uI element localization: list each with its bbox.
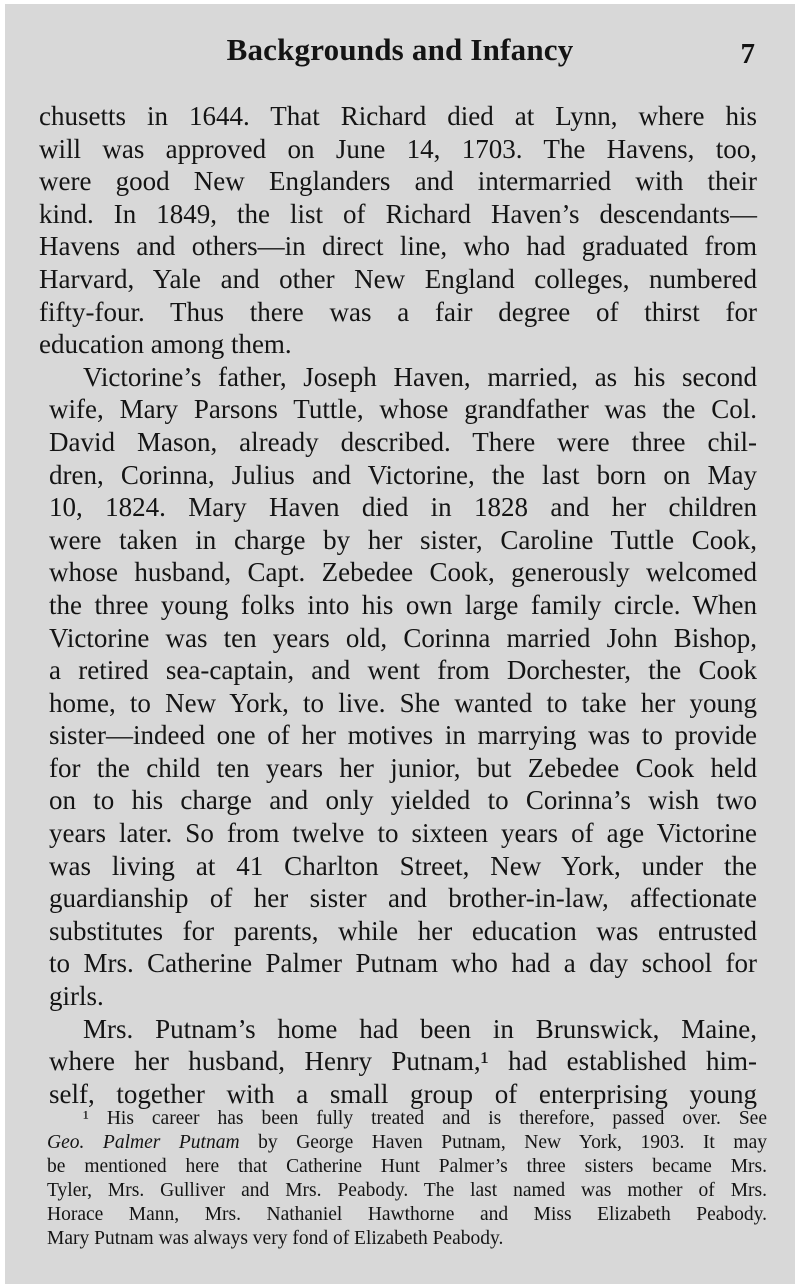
text-line: Victorine’s father, Joseph Haven, married, as his second <box>83 361 757 392</box>
text-line: was living at 41 Charlton Street, New York, under the <box>49 850 757 881</box>
text-line: David Mason, already described. There were three chil- <box>49 426 757 457</box>
footnote-line-text: by George Haven Putnam, New York, 1903. It may <box>239 1132 767 1153</box>
text-line: Harvard, Yale and other New England colleges, numbered <box>39 263 757 294</box>
footnote-line: ¹ His career has been fully treated and is therefore, passed over. See <box>83 1108 767 1129</box>
text-line: kind. In 1849, the list of Richard Haven’s descendants— <box>39 198 757 229</box>
text-line: where her husband, Henry Putnam,¹ had established him- <box>49 1046 757 1077</box>
text-line: girls. <box>49 981 104 1012</box>
footnote-line: Horace Mann, Mrs. Nathaniel Hawthorne and Miss Elizabeth Peabody. <box>47 1204 767 1225</box>
text-line: wife, Mary Parsons Tuttle, whose grandfather was the Col. <box>49 394 757 425</box>
body-text <box>39 100 757 1110</box>
text-line: to Mrs. Catherine Palmer Putnam who had a day school for <box>49 948 757 979</box>
book-page <box>5 4 795 1284</box>
text-line: were taken in charge by her sister, Caroline Tuttle Cook, <box>49 524 757 555</box>
text-line: 10, 1824. Mary Haven died in 1828 and her children <box>49 492 757 523</box>
footnote-book-title: Geo. Palmer Putnam <box>47 1132 240 1153</box>
text-line: a retired sea-captain, and went from Dorchester, the Cook <box>49 655 757 686</box>
text-line: dren, Corinna, Julius and Victorine, the last born on May <box>49 459 757 490</box>
page-number: 7 <box>740 38 755 70</box>
text-line: Havens and others—in direct line, who had graduated from <box>39 231 757 262</box>
footnote-line: Mary Putnam was always very fond of Elizabeth Peabody. <box>47 1228 504 1249</box>
text-line: home, to New York, to live. She wanted to take her young <box>49 687 757 718</box>
text-line: self, together with a small group of enterprising young <box>49 1078 757 1109</box>
footnote-line <box>47 1131 767 1155</box>
text-line: education among them. <box>39 329 292 360</box>
text-line: whose husband, Capt. Zebedee Cook, generously welcomed <box>49 557 757 588</box>
text-line: guardianship of her sister and brother-in-law, affectionate <box>49 883 757 914</box>
text-line: chusetts in 1644. That Richard died at Lynn, where his <box>39 101 757 131</box>
text-line: were good New Englanders and intermarried with their <box>39 166 757 197</box>
text-line: substitutes for parents, while her education was entrusted <box>49 915 757 946</box>
text-line: sister—indeed one of her motives in marrying was to provide <box>49 720 757 751</box>
text-line: will was approved on June 14, 1703. The Havens, too, <box>39 133 757 164</box>
text-line: on to his charge and only yielded to Corinna’s wish two <box>49 785 757 816</box>
text-line: fifty-four. Thus there was a fair degree of thirst for <box>39 296 757 327</box>
text-line: for the child ten years her junior, but Zebedee Cook held <box>49 752 757 783</box>
footnote <box>47 1107 767 1251</box>
text-line: years later. So from twelve to sixteen years of age Victorine <box>49 818 757 849</box>
text-line: Victorine was ten years old, Corinna married John Bishop, <box>49 622 757 653</box>
text-line: Mrs. Putnam’s home had been in Brunswick, Maine, <box>83 1013 757 1044</box>
page-header <box>5 32 795 78</box>
footnote-line: be mentioned here that Catherine Hunt Palmer’s three sisters became Mrs. <box>47 1156 767 1177</box>
running-title: Backgrounds and Infancy <box>226 32 574 67</box>
text-line: the three young folks into his own large family circle. When <box>49 589 757 620</box>
footnote-line: Tyler, Mrs. Gulliver and Mrs. Peabody. The last named was mother of Mrs. <box>47 1180 767 1201</box>
